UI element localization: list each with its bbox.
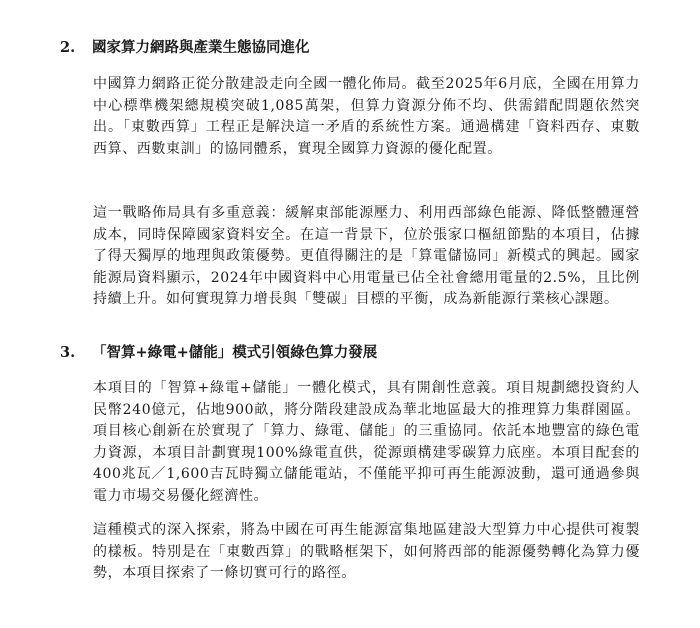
section-3-paragraph-2: 這種模式的深入探索，將為中國在可再生能源富集地區建設大型算力中心提供可複製的樣板。特別是在「東數西算」的戰略框架下，如何將西部的能源優勢轉化為算力優勢，本項目探索了一條切實可行的路徑。	[93, 522, 640, 582]
section-2-title: 國家算力網路與產業生態協同進化	[92, 39, 310, 56]
section-3-title: 「智算+綠電+儲能」模式引領綠色算力發展	[92, 344, 378, 361]
section-2-heading	[60, 38, 660, 58]
section-2-number: 2.	[60, 39, 76, 56]
section-3-number: 3.	[60, 344, 76, 361]
section-3-paragraph-1: 本項目的「智算+綠電+儲能」一體化模式，具有開創性意義。項目規劃總投資約人民幣240億元，佔地900畝，將分階段建設成為華北地區最大的推理算力集群園區。項目核心創新在於實現了「算力、綠電、儲能」的三重協同。依託本地豐富的綠色電力資源，本項目計劃實現100%綠電直供，從源頭構建零碳算力底座。本項目配套的400兆瓦／1,600吉瓦時獨立儲能電站，不僅能平抑可再生能源波動，還可通過參與電力市場交易優化經濟性。	[93, 380, 640, 504]
section-3-heading	[60, 343, 660, 363]
section-2-paragraph-2: 這一戰略佈局具有多重意義：緩解東部能源壓力、利用西部綠色能源、降低整體運營成本，同時保障國家資料安全。在這一背景下，位於張家口樞紐節點的本項目，佔據了得天獨厚的地理與政策優勢。更值得關注的是「算電儲協同」新模式的興起。國家能源局資料顯示，2024年中國資料中心用電量已佔全社會總用電量的2.5%，且比例持續上升。如何實現算力增長與「雙碳」目標的平衡，成為新能源行業核心課題。	[93, 205, 640, 308]
section-2-paragraph-1: 中國算力網路正從分散建設走向全國一體化佈局。截至2025年6月底，全國在用算力中心標準機架總規模突破1,085萬架，但算力資源分佈不均、供需錯配問題依然突出。「東數西算」工程正是解決這一矛盾的系統性方案。通過構建「資料西存、東數西算、西數東訓」的協同體系，實現全國算力資源的優化配置。	[93, 76, 640, 157]
